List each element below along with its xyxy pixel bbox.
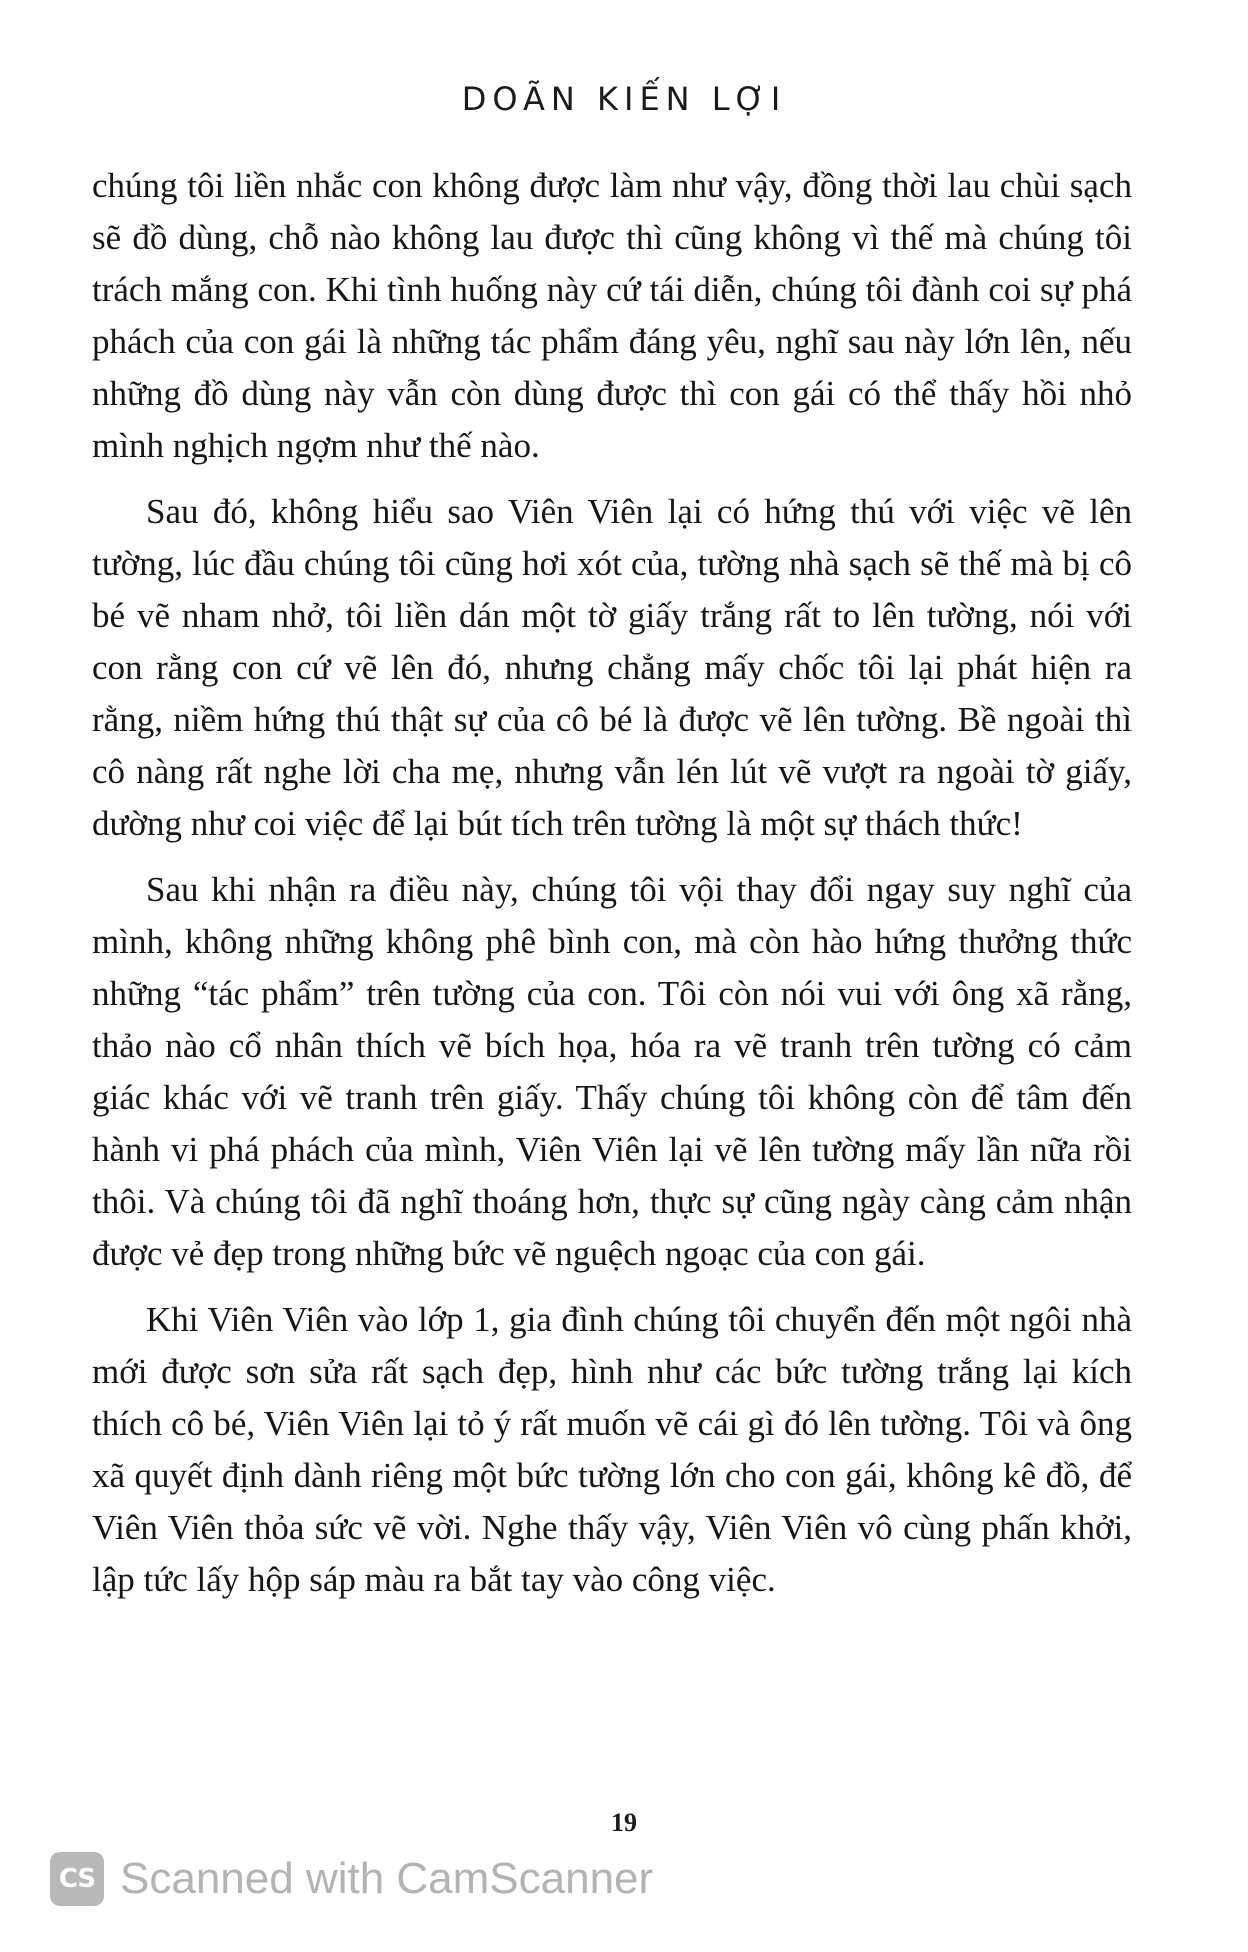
watermark-text: Scanned with CamScanner <box>120 1854 654 1903</box>
camscanner-logo-icon: CS <box>50 1852 104 1906</box>
paragraph-1: chúng tôi liền nhắc con không được làm như vậy, đồng thời lau chùi sạch sẽ đồ dùng, chỗ nào không lau được thì cũng không vì thế mà chúng tôi trách mắng con. Khi tình huống này cứ tái diễn, chúng tôi đành coi sự phá phách của con gái là những tác phẩm đáng yêu, nghĩ sau này lớn lên, nếu những đồ dùng này vẫn còn dùng được thì con gái có thể thấy hồi nhỏ mình nghịch ngợm như thế nào. <box>92 166 1132 465</box>
page-number: 19 <box>611 1808 637 1837</box>
body-text <box>92 160 1132 1620</box>
running-header-author: DOÃN KIẾN LỢI <box>461 80 787 118</box>
paragraph-4: Khi Viên Viên vào lớp 1, gia đình chúng tôi chuyển đến một ngôi nhà mới được sơn sửa rất sạch đẹp, hình như các bức tường trắng lại kích thích cô bé, Viên Viên lại tỏ ý rất muốn vẽ cái gì đó lên tường. Tôi và ông xã quyết định dành riêng một bức tường lớn cho con gái, không kê đồ, để Viên Viên thỏa sức vẽ vời. Nghe thấy vậy, Viên Viên vô cùng phấn khởi, lập tức lấy hộp sáp màu ra bắt tay vào công việc. <box>92 1300 1132 1599</box>
paragraph-2: Sau đó, không hiểu sao Viên Viên lại có hứng thú với việc vẽ lên tường, lúc đầu chúng tôi cũng hơi xót của, tường nhà sạch sẽ thế mà bị cô bé vẽ nham nhở, tôi liền dán một tờ giấy trắng rất to lên tường, nói với con rằng con cứ vẽ lên đó, nhưng chẳng mấy chốc tôi lại phát hiện ra rằng, niềm hứng thú thật sự của cô bé là được vẽ lên tường. Bề ngoài thì cô nàng rất nghe lời cha mẹ, nhưng vẫn lén lút vẽ vượt ra ngoài tờ giấy, dường như coi việc để lại bút tích trên tường là một sự thách thức! <box>92 492 1132 843</box>
camscanner-watermark <box>50 1852 653 1906</box>
paragraph-3: Sau khi nhận ra điều này, chúng tôi vội thay đổi ngay suy nghĩ của mình, không những không phê bình con, mà còn hào hứng thưởng thức những “tác phẩm” trên tường của con. Tôi còn nói vui với ông xã rằng, thảo nào cổ nhân thích vẽ bích họa, hóa ra vẽ tranh trên tường có cảm giác khác với vẽ tranh trên giấy. Thấy chúng tôi không còn để tâm đến hành vi phá phách của mình, Viên Viên lại vẽ lên tường mấy lần nữa rồi thôi. Và chúng tôi đã nghĩ thoáng hơn, thực sự cũng ngày càng cảm nhận được vẻ đẹp trong những bức vẽ nguệch ngoạc của con gái. <box>92 870 1132 1273</box>
